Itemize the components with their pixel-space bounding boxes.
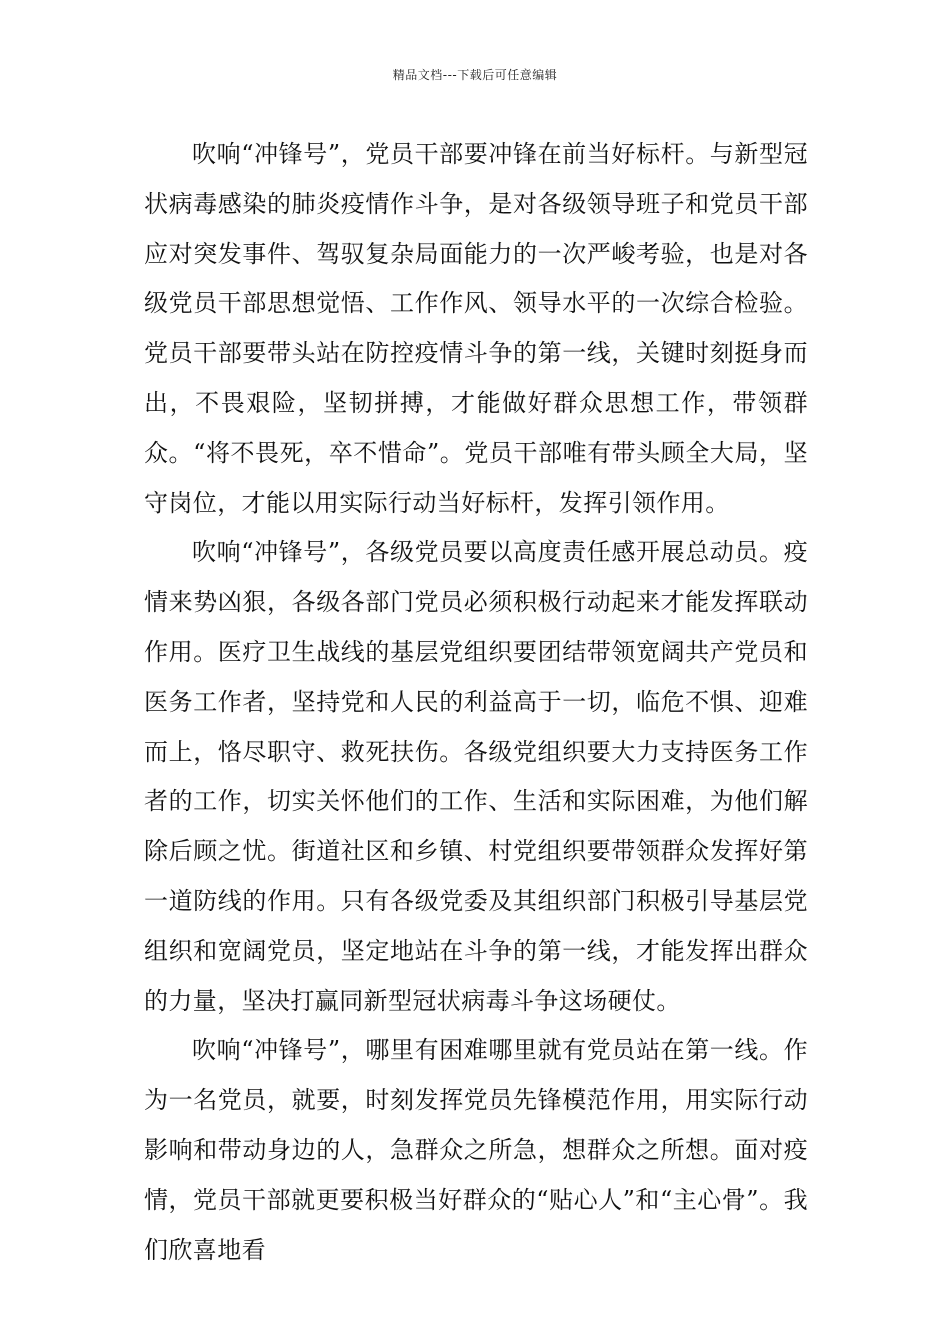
paragraph-2: 吹响“冲锋号”，各级党员要以高度责任感开展总动员。疫情来势凶狠，各级各部门党员必须积极行动起来才能发挥联动作用。医疗卫生战线的基层党组织要团结带领宽阔共产党员和医务工作者，坚持党和人民的利益高于一切，临危不惧、迎难而上，恪尽职守、救死扶伤。各级党组织要大力支持医务工作者的工作，切实关怀他们的工作、生活和实际困难，为他们解除后顾之忧。街道社区和乡镇、村党组织要带领群众发挥好第一道防线的作用。只有各级党委及其组织部门积极引导基层党组织和宽阔党员，坚定地站在斗争的第一线，才能发挥出群众的力量，坚决打赢同新型冠状病毒斗争这场硬仗。 [144,538,808,1015]
paragraph-3: 吹响“冲锋号”，哪里有困难哪里就有党员站在第一线。作为一名党员，就要，时刻发挥党员先锋模范作用，用实际行动影响和带动身边的人，急群众之所急，想群众之所想。面对疫情，党员干部就更要积极当好群众的“贴心人”和“主心骨”。我们欣喜地看 [144,1036,808,1264]
paragraph-1: 吹响“冲锋号”，党员干部要冲锋在前当好标杆。与新型冠状病毒感染的肺炎疫情作斗争，是对各级领导班子和党员干部应对突发事件、驾驭复杂局面能力的一次严峻考验，也是对各级党员干部思想觉悟、工作作风、领导水平的一次综合检验。党员干部要带头站在防控疫情斗争的第一线，关键时刻挺身而出，不畏艰险，坚韧拼搏，才能做好群众思想工作，带领群众。“将不畏死，卒不惜命”。党员干部唯有带头顾全大局，坚守岗位，才能以用实际行动当好标杆，发挥引领作用。 [144,140,808,517]
page-header: 精品文档---下载后可任意编辑 [392,68,558,82]
document-body [144,130,808,1275]
